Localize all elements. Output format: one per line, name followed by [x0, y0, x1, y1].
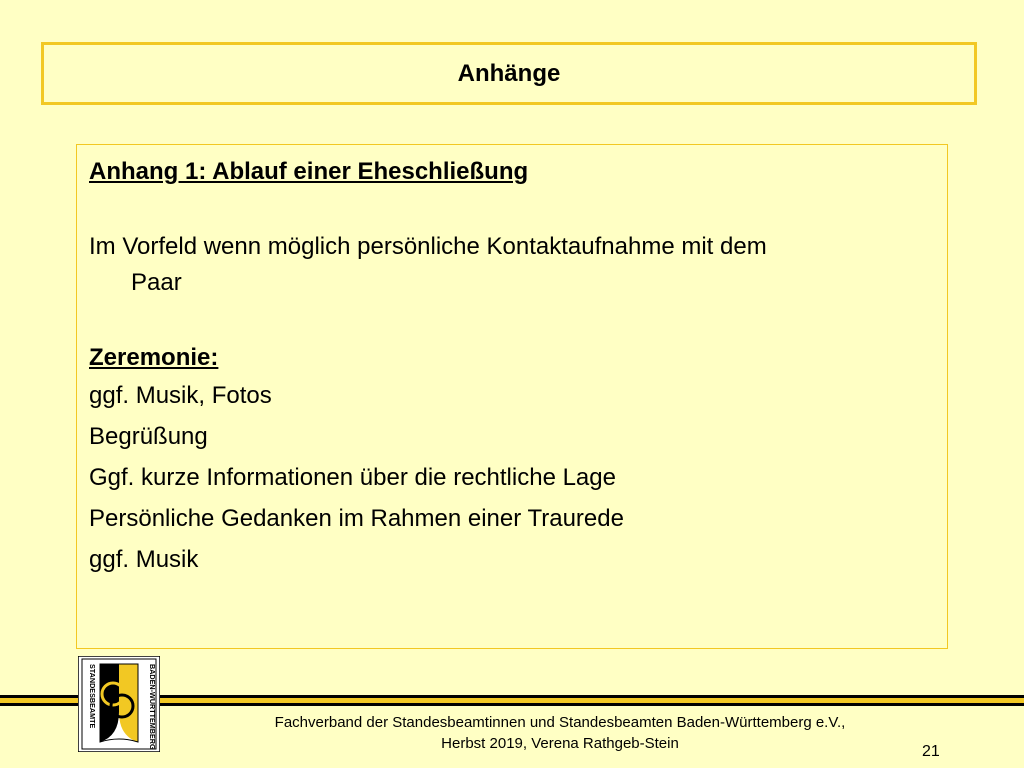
ceremony-heading: Zeremonie: [89, 344, 219, 371]
footer-line-1: Fachverband der Standesbeamtinnen und Standesbeamten Baden-Württemberg e.V., [274, 714, 846, 731]
ceremony-item: Persönliche Gedanken im Rahmen einer Traurede [89, 505, 624, 532]
page-number: 21 [922, 743, 940, 760]
footer-line-2: Herbst 2019, Verena Rathgeb-Stein [441, 735, 679, 752]
intro-line-2: Paar [131, 269, 182, 296]
footer-text [170, 712, 950, 754]
association-logo [78, 656, 160, 752]
content-box [76, 144, 948, 649]
title-box [41, 42, 977, 105]
ceremony-item: ggf. Musik, Fotos [89, 382, 272, 409]
appendix-heading: Anhang 1: Ablauf einer Eheschließung [89, 158, 529, 185]
logo-right-text: BADEN-WÜRTTEMBERG [148, 664, 157, 750]
intro-line-1: Im Vorfeld wenn möglich persönliche Kontaktaufnahme mit dem [89, 233, 767, 260]
ceremony-item: Ggf. kurze Informationen über die rechtliche Lage [89, 464, 616, 491]
ceremony-item: Begrüßung [89, 423, 208, 450]
ceremony-item: ggf. Musik [89, 546, 199, 573]
intro-paragraph [89, 229, 935, 301]
slide-title: Anhänge [457, 59, 561, 87]
logo-left-text: STANDESBEAMTE [88, 664, 97, 729]
